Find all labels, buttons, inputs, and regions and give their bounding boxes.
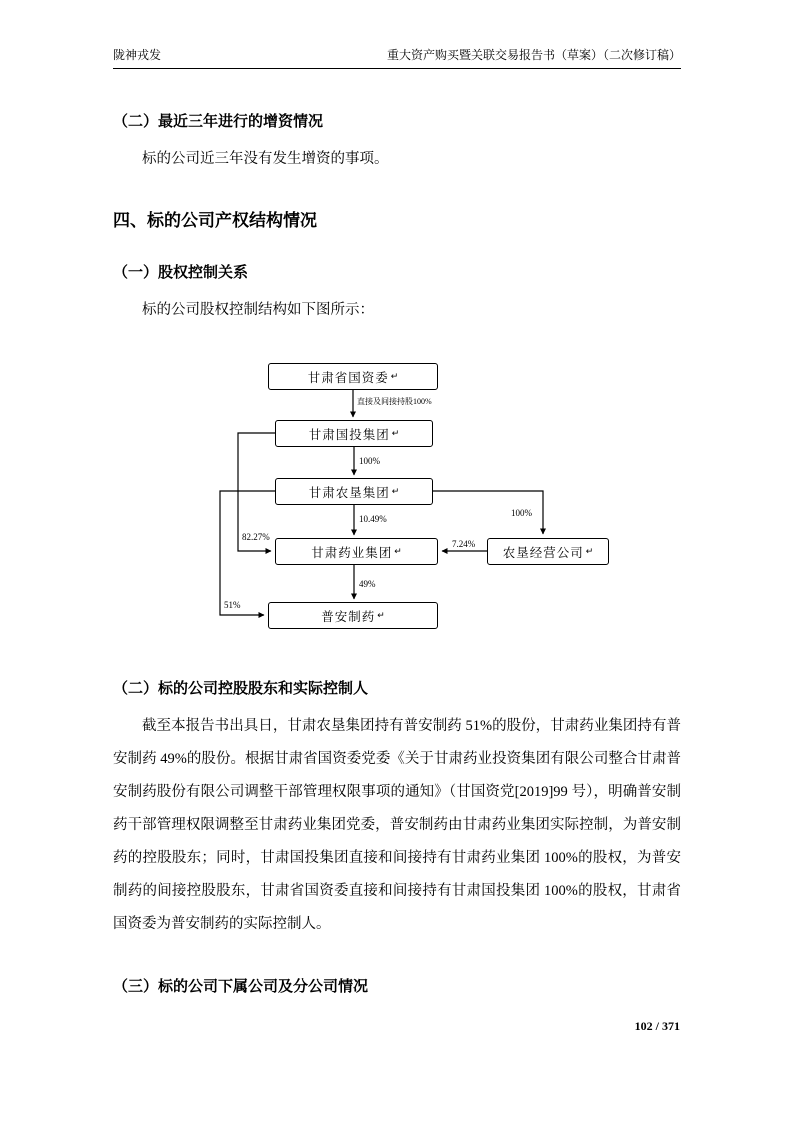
org-node-label: 农垦经营公司 bbox=[502, 545, 584, 560]
org-node-nongken-jingying bbox=[487, 538, 609, 565]
paragraph-mark-icon: ↵ bbox=[394, 546, 402, 556]
paragraph-mark-icon: ↵ bbox=[391, 486, 400, 496]
edge-label-direct-indirect-100: 直接及间接持股100% bbox=[357, 397, 432, 406]
paragraph-mark-icon: ↵ bbox=[377, 610, 385, 620]
org-node-gansu-nongken bbox=[275, 478, 433, 505]
org-node-label: 甘肃国投集团 bbox=[308, 427, 390, 442]
org-node-provincial-sasac bbox=[268, 363, 438, 390]
paragraph-equity-intro: 标的公司股权控制结构如下图所示： bbox=[142, 302, 374, 318]
edge-label-82-27: 82.27% bbox=[242, 532, 270, 542]
paragraph-mark-icon: ↵ bbox=[585, 546, 594, 556]
org-node-puan-pharma bbox=[268, 602, 438, 629]
org-node-label: 甘肃药业集团 bbox=[311, 545, 393, 560]
header-left-title: 陇神戎发 bbox=[113, 48, 162, 62]
edge-label-51: 51% bbox=[224, 600, 241, 610]
edge-label-100-guotou-nongken: 100% bbox=[359, 456, 380, 466]
org-node-gansu-guotou bbox=[275, 420, 433, 447]
org-node-label: 甘肃农垦集团 bbox=[308, 485, 390, 500]
header-right-title: 重大资产购买暨关联交易报告书（草案）（二次修订稿） bbox=[386, 48, 681, 62]
heading-controlling-shareholder: （二）标的公司控股股东和实际控制人 bbox=[113, 680, 369, 697]
paragraph-mark-icon: ↵ bbox=[391, 428, 400, 438]
org-node-label: 甘肃省国资委 bbox=[307, 370, 389, 385]
org-node-gansu-yaoye bbox=[275, 538, 438, 565]
edge-label-100-nkjy: 100% bbox=[511, 508, 532, 518]
org-node-label: 普安制药 bbox=[321, 609, 376, 624]
page-content bbox=[113, 90, 681, 996]
page-number: 102 / 371 bbox=[634, 1019, 680, 1033]
edge-label-10-49: 10.49% bbox=[359, 514, 387, 524]
paragraph-capital-increase: 标的公司近三年没有发生增资的事项。 bbox=[142, 151, 389, 167]
heading-subsidiaries: （三）标的公司下属公司及分公司情况 bbox=[113, 978, 369, 995]
heading-equity-control: （一）股权控制关系 bbox=[113, 264, 249, 281]
heading-section4: 四、标的公司产权结构情况 bbox=[113, 211, 317, 230]
heading-capital-increase: （二）最近三年进行的增资情况 bbox=[113, 113, 324, 130]
paragraph-controlling-shareholder: 截至本报告书出具日，甘肃农垦集团持有普安制药 51%的股份，甘肃药业集团持有普安制药 49%的股份。根据甘肃省国资委党委《关于甘肃药业投资集团有限公司整合甘肃普安制药股份有限公司调整干部管理权限事项的通知》（甘国资党[2019]99 号），明确普安制药干部管理权限调整至甘肃药业集团党委，普安制药由甘肃药业集团实际控制，为普安制药的控股股东；同时，甘肃国投集团直接和间接持有甘肃药业集团 100%的股权，为普安制药的间接控股股东，甘肃省国资委直接和间接持有甘肃国投集团 100%的股权，甘肃省国资委为普安制药的实际控制人。 bbox=[113, 718, 681, 932]
ownership-structure-diagram bbox=[213, 361, 713, 651]
edge-label-49: 49% bbox=[359, 579, 376, 589]
paragraph-mark-icon: ↵ bbox=[390, 371, 399, 381]
edge-label-7-24: 7.24% bbox=[452, 539, 476, 549]
running-header bbox=[113, 46, 681, 69]
